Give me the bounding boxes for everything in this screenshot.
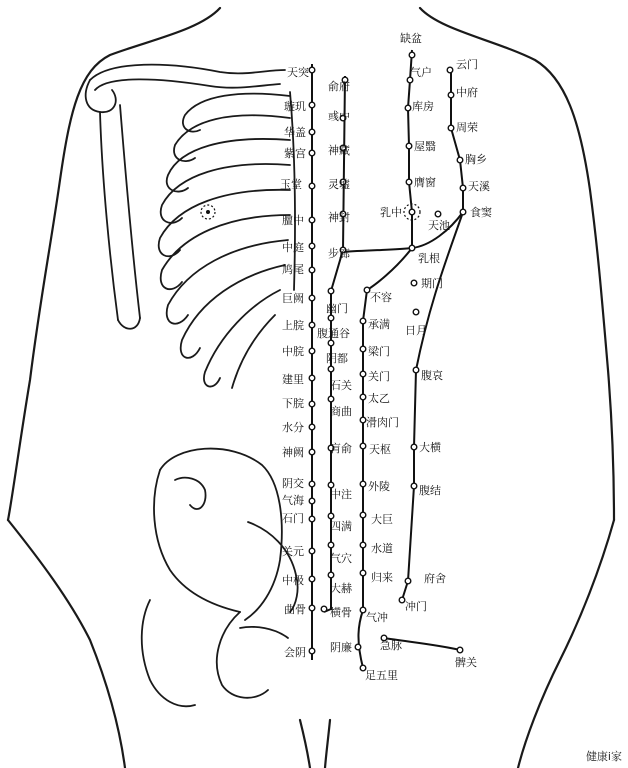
acupoint-label: 缺盆 [400,32,422,45]
acupoint-label: 胸乡 [465,153,487,166]
acupoint-label: 太乙 [368,392,390,405]
acupoint-marker [409,245,415,251]
acupoint-label: 商曲 [330,405,352,418]
acupoint-marker [435,211,441,217]
acupoint-marker [360,394,366,400]
acupoint-label: 外陵 [368,480,390,493]
acupoint-label: 归来 [371,571,393,584]
leg-connector-line [358,610,363,668]
acupoint-label: 乳根 [418,252,440,265]
acupoint-marker [405,578,411,584]
acupoint-marker [457,157,463,163]
acupoint-label: 神藏 [328,144,350,157]
acupoint-marker [328,482,334,488]
acupoint-label: 食窦 [470,206,492,219]
acupoint-label: 大巨 [371,513,393,526]
acupoint-label: 冲门 [405,600,427,613]
acupoint-marker [405,105,411,111]
acupoint-label: 横骨 [330,606,352,619]
acupoint-marker [328,572,334,578]
acupoint-marker [309,150,315,156]
acupoint-marker [309,481,315,487]
acupoint-marker [360,542,366,548]
acupoint-label: 气户 [410,66,432,79]
acupoint-label: 中庭 [282,241,304,254]
acupoint-marker [360,443,366,449]
acupoint-marker [360,481,366,487]
acupoint-label: 上脘 [282,319,304,332]
acupoint-marker [328,315,334,321]
acupoint-marker [309,322,315,328]
acupoint-marker [309,129,315,135]
acupoint-marker [328,340,334,346]
acupoint-marker [309,295,315,301]
acupoint-label: 石关 [330,379,352,392]
acupoint-marker [364,287,370,293]
acupoint-label: 足五里 [365,669,398,682]
acupoint-marker [309,375,315,381]
acupoint-label: 乳中 [380,206,402,219]
acupoint-label: 中脘 [282,345,304,358]
acupoint-label: 气海 [282,494,304,507]
acupoint-label: 库房 [412,100,434,113]
skeleton [86,65,298,707]
acupoint-marker [328,288,334,294]
acupoint-label: 紫宫 [284,147,306,160]
acupoint-marker [309,498,315,504]
acupoint-marker [309,102,315,108]
acupoint-label: 玉堂 [280,178,302,191]
acupoint-marker [360,570,366,576]
acupoint-marker [328,366,334,372]
acupoint-label: 彧中 [328,110,350,123]
nipple-dot-left [206,210,210,214]
acupoint-label: 会阴 [284,646,306,659]
acupoint-label: 不容 [370,291,392,304]
acupoint-marker [309,576,315,582]
acupoint-marker [360,607,366,613]
acupoint-label: 期门 [421,277,443,290]
acupoint-marker [360,512,366,518]
acupoint-marker [360,371,366,377]
acupoint-marker [309,648,315,654]
acupoint-label: 天池 [428,219,450,232]
acupoint-marker [448,125,454,131]
acupoint-label: 阴交 [282,477,304,490]
acupoint-marker [360,417,366,423]
acupoint-label: 气穴 [330,552,352,565]
acupoint-label: 肓俞 [330,442,352,455]
acupoint-label: 神封 [328,211,350,224]
acupoint-label: 滑肉门 [366,416,399,429]
acupoint-label: 俞府 [328,80,350,93]
acupoint-marker [355,644,361,650]
acupoint-label: 四满 [330,520,352,533]
acupoint-label: 下脘 [282,397,304,410]
acupoint-marker [309,401,315,407]
acupoint-marker [447,67,453,73]
acupoint-label: 天溪 [468,180,490,193]
acupoint-label: 腹结 [419,484,441,497]
acupoint-marker [309,605,315,611]
acupoint-label: 天突 [287,66,309,79]
acupoint-marker [309,516,315,522]
acupoint-marker [411,483,417,489]
acupoint-marker [309,243,315,249]
acupoint-label: 幽门 [326,302,348,315]
acupoint-label: 云门 [456,58,478,71]
acupoint-marker [360,346,366,352]
acupoint-label: 阴廉 [330,641,352,654]
acupoint-label: 中注 [330,488,352,501]
acupoint-marker [309,267,315,273]
acupoint-label: 日月 [405,324,427,337]
acupoint-label: 阴都 [326,352,348,365]
acupoint-label: 膺窗 [414,176,436,189]
acupoint-marker [413,309,419,315]
acupoint-label: 腹通谷 [317,327,350,340]
acupoint-label: 建里 [282,373,304,386]
acupoint-label: 华盖 [284,126,306,139]
acupoint-marker [413,367,419,373]
acupoint-label: 神阙 [282,446,304,459]
acupoint-label: 府舍 [424,572,446,585]
acupoint-marker [460,209,466,215]
watermark-text: 健康i家 [585,750,622,763]
acupoint-marker [309,449,315,455]
acupoint-marker [309,424,315,430]
acupoint-label: 中府 [456,86,478,99]
acupoint-marker [309,548,315,554]
acupoint-marker [399,597,405,603]
acupoint-label: 屋翳 [414,140,436,153]
acupoint-marker [309,183,315,189]
acupoint-marker [460,185,466,191]
acupoint-marker [309,348,315,354]
acupoint-label: 巨阙 [282,292,304,305]
acupoint-label: 步廊 [328,247,350,260]
acupoint-label: 灵墟 [328,178,350,191]
acupoint-marker [328,542,334,548]
acupoint-marker [309,67,315,73]
acupoint-label: 石门 [282,512,304,525]
acupoint-label: 中极 [282,574,304,587]
acupoint-label: 膻中 [282,214,304,227]
acupoint-label: 气冲 [366,611,388,624]
acupoint-marker [409,209,415,215]
acupoint-marker [321,606,327,612]
acupoint-label: 急脉 [380,639,402,652]
acupoint-label: 周荣 [456,121,478,134]
chest-connector-line [342,212,463,252]
acupoint-marker [457,647,463,653]
acupoint-marker [309,217,315,223]
acupoint-marker [409,52,415,58]
acupoint-label: 水分 [282,421,304,434]
acupoint-label: 水道 [371,542,393,555]
acupoint-label: 大横 [419,441,441,454]
acupoint-label: 大赫 [330,582,352,595]
acupoint-marker [411,280,417,286]
acupoint-marker [406,143,412,149]
acupoint-label: 璇玑 [284,100,306,113]
acupoint-label: 髀关 [455,656,477,669]
acupoint-label: 鸠尾 [282,263,304,276]
acupoint-marker [406,179,412,185]
acupoint-marker [411,444,417,450]
acupoint-label: 腹哀 [421,369,443,382]
acupoint-label: 梁门 [368,345,390,358]
acupoint-label: 承满 [368,318,390,331]
acupoint-label: 天枢 [369,443,391,456]
acupoint-marker [328,513,334,519]
acupoint-marker [360,318,366,324]
acupoint-marker [328,396,334,402]
acupoint-label: 曲骨 [284,603,306,616]
acupoint-label: 关元 [282,545,304,558]
acupoint-marker [448,92,454,98]
acupoint-label: 关门 [368,370,390,383]
